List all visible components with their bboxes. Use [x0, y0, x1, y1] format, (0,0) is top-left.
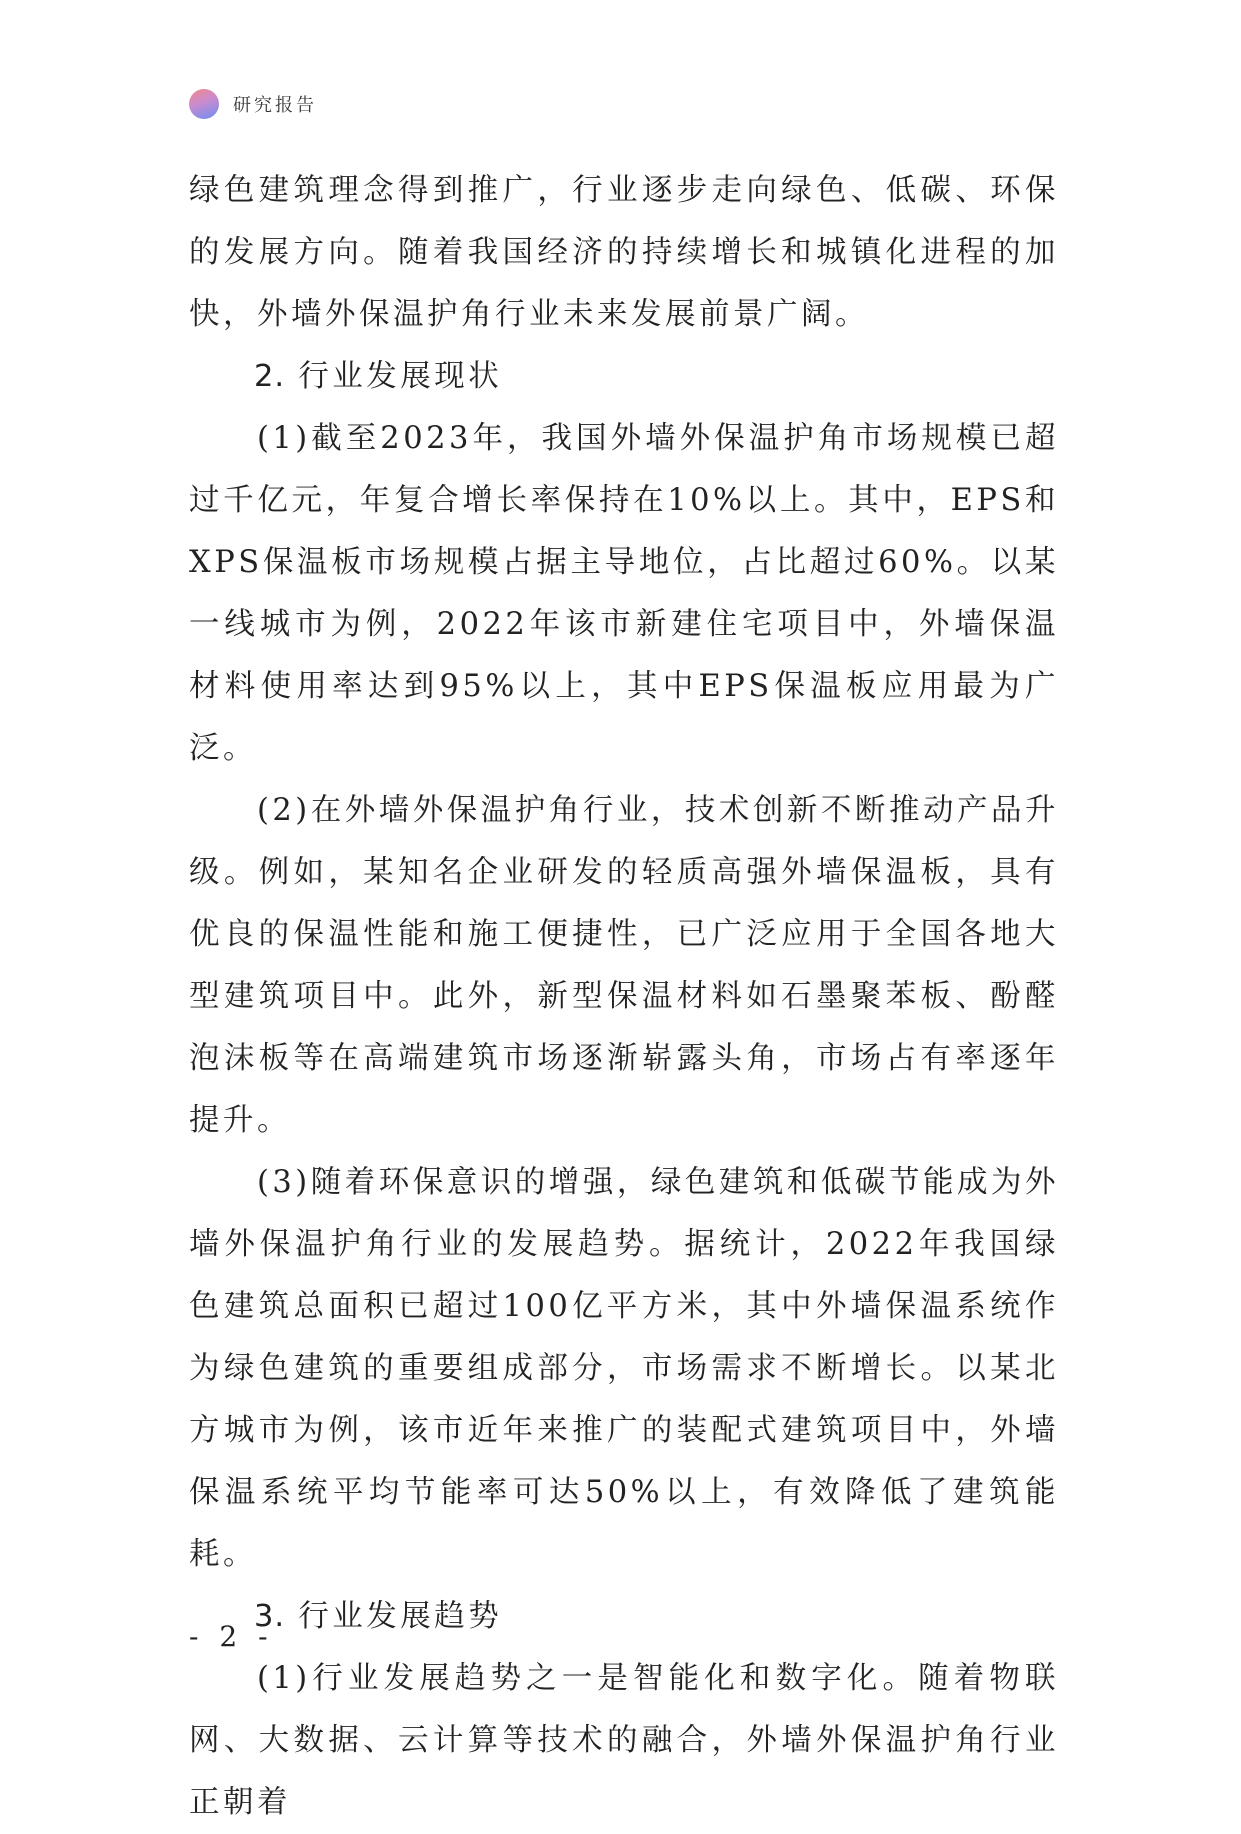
section-title: 行业发展现状: [298, 359, 503, 394]
page-number: - 2 -: [189, 1620, 274, 1653]
paragraph-status-3: (3)随着环保意识的增强，绿色建筑和低碳节能成为外墙外保温护角行业的发展趋势。据统计，2022年我国绿色建筑总面积已超过100亿平方米，其中外墙保温系统作为绿色建筑的重要组成部分，市场需求不断增长。以某北方城市为例，该市近年来推广的装配式建筑项目中，外墙保温系统平均节能率可达50%以上，有效降低了建筑能耗。: [189, 1165, 1059, 1572]
report-header-title: 研究报告: [233, 95, 317, 116]
paragraph-status-2: (2)在外墙外保温护角行业，技术创新不断推动产品升级。例如，某知名企业研发的轻质高强外墙保温板，具有优良的保温性能和施工便捷性，已广泛应用于全国各地大型建筑项目中。此外，新型保温材料如石墨聚苯板、酚醛泡沫板等在高端建筑市场逐渐崭露头角，市场占有率逐年提升。: [189, 793, 1059, 1138]
section-number: 3.: [254, 1599, 286, 1634]
section-number: 2.: [254, 359, 286, 394]
paragraph-continuation: 绿色建筑理念得到推广，行业逐步走向绿色、低碳、环保的发展方向。随着我国经济的持续增长和城镇化进程的加快，外墙外保温护角行业未来发展前景广阔。: [189, 173, 1059, 332]
paragraph-status-1: (1)截至2023年，我国外墙外保温护角市场规模已超过千亿元，年复合增长率保持在10%以上。其中，EPS和XPS保温板市场规模占据主导地位，占比超过60%。以某一线城市为例，2022年该市新建住宅项目中，外墙保温材料使用率达到95%以上，其中EPS保温板应用最为广泛。: [189, 421, 1059, 766]
report-logo-icon: [189, 89, 219, 119]
document-body: [189, 160, 1059, 1834]
section-heading-3: [189, 1586, 1059, 1648]
paragraph-trend-1: (1)行业发展趋势之一是智能化和数字化。随着物联网、大数据、云计算等技术的融合，外墙外保温护角行业正朝着: [189, 1661, 1059, 1820]
section-title: 行业发展趋势: [298, 1599, 503, 1634]
section-heading-2: [189, 346, 1059, 408]
report-header: [189, 88, 317, 120]
